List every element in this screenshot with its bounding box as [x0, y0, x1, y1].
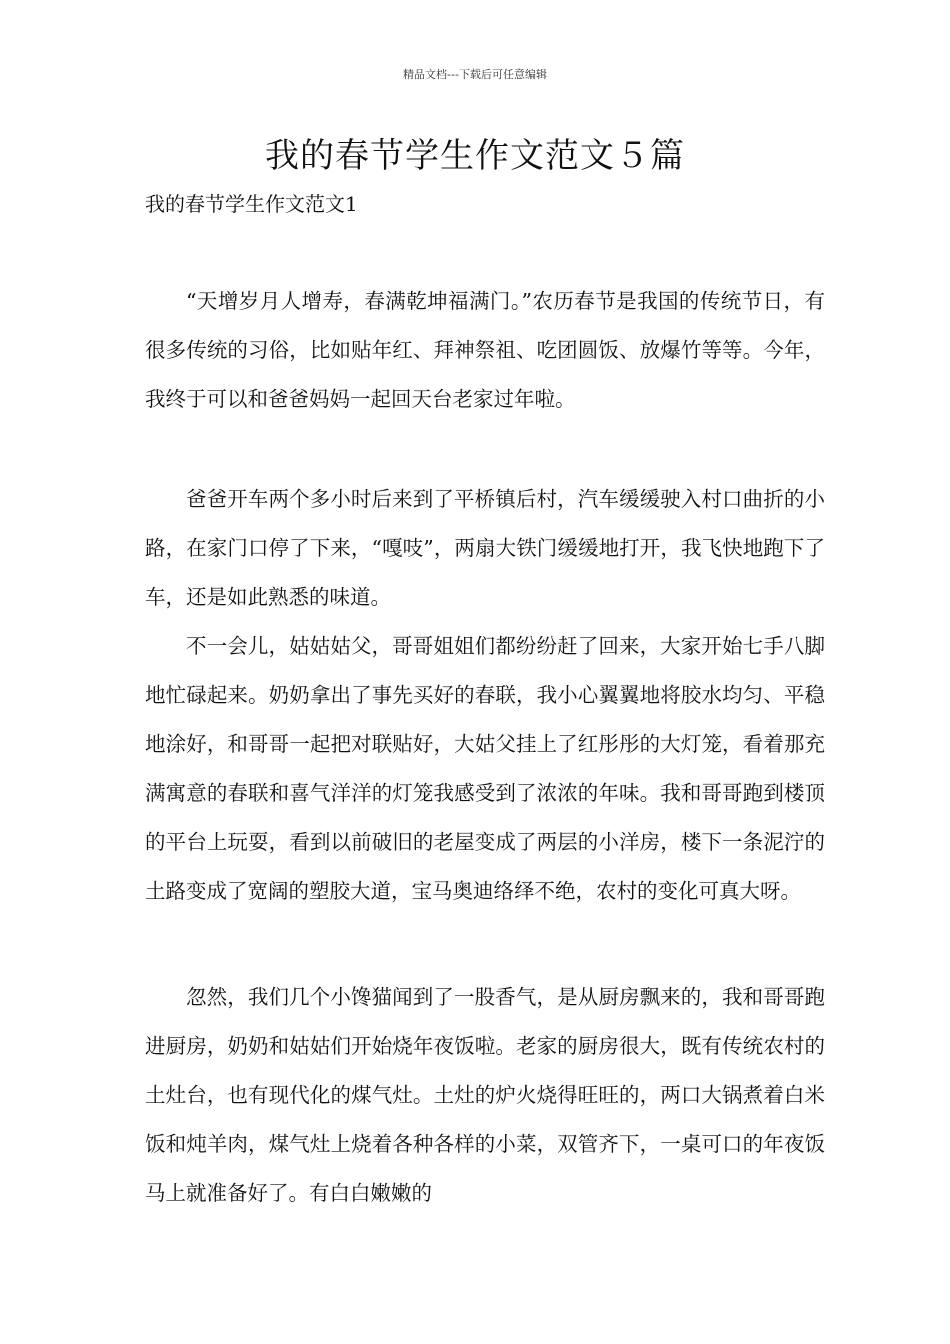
paragraph-2: 爸爸开车两个多小时后来到了平桥镇后村，汽车缓缓驶入村口曲折的小路，在家门口停了下来，“嘎吱”，两扇大铁门缓缓地打开，我飞快地跑下了车，还是如此熟悉的味道。	[145, 487, 825, 609]
paragraph-3: 不一会儿，姑姑姑父，哥哥姐姐们都纷纷赶了回来，大家开始七手八脚地忙碌起来。奶奶拿出了事先买好的春联，我小心翼翼地将胶水均匀、平稳地涂好，和哥哥一起把对联贴好，大姑父挂上了红彤彤的大灯笼，看着那充满寓意的春联和喜气洋洋的灯笼我感受到了浓浓的年味。我和哥哥跑到楼顶的平台上玩耍，看到以前破旧的老屋变成了两层的小洋房，楼下一条泥泞的土路变成了宽阔的塑胶大道，宝马奥迪络绎不绝，农村的变化可真大呀。	[145, 634, 825, 903]
section-subtitle: 我的春节学生作文范文1	[145, 192, 358, 216]
document-title: 我的春节学生作文范文５篇	[265, 136, 685, 176]
paragraph-4: 忽然，我们几个小馋猫闻到了一股香气，是从厨房飘来的，我和哥哥跑进厨房，奶奶和姑姑们开始烧年夜饭啦。老家的厨房很大，既有传统农村的土灶台，也有现代化的煤气灶。土灶的炉火烧得旺旺的，两口大锅煮着白米饭和炖羊肉，煤气灶上烧着各种各样的小菜，双管齐下，一桌可口的年夜饭马上就准备好了。有白白嫩嫩的	[145, 985, 825, 1205]
header-note: 精品文档---下载后可任意编辑	[403, 68, 547, 81]
paragraph-1: “天增岁月人增寿，春满乾坤福满门。”农历春节是我国的传统节日，有很多传统的习俗，比如贴年红、拜神祭祖、吃团圆饭、放爆竹等等。今年，我终于可以和爸爸妈妈一起回天台老家过年啦。	[145, 289, 825, 411]
